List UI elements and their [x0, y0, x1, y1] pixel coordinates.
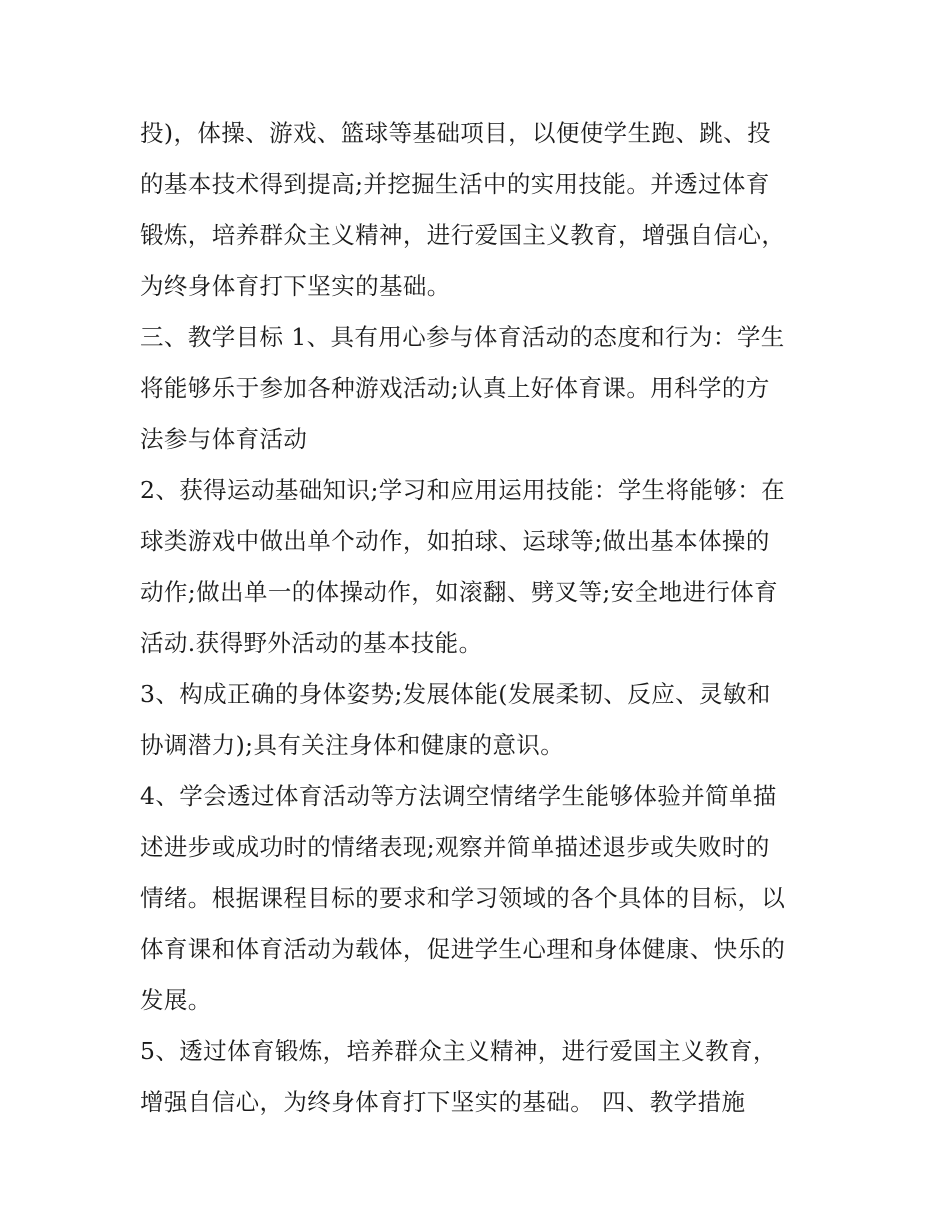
paragraph-goal-3 — [140, 669, 820, 771]
text-line: 的基本技术得到提高;并挖掘生活中的实用技能。并透过体育 — [140, 170, 770, 198]
text-line: 增强自信心，为终身体育打下坚实的基础。 四、教学措施 — [140, 1088, 746, 1116]
text-line: 为终身体育打下坚实的基础。 — [140, 272, 451, 300]
text-line: 2、获得运动基础知识;学习和应用运用技能：学生将能够：在 — [140, 476, 786, 504]
text-line: 法参与体育活动 — [140, 425, 308, 453]
paragraph-sports-foundation — [140, 108, 820, 312]
paragraph-goal-5 — [140, 1026, 820, 1128]
text-line: 动作;做出单一的体操动作，如滚翻、劈叉等;安全地进行体育 — [140, 578, 779, 606]
text-line: 投)，体操、游戏、篮球等基础项目，以便使学生跑、跳、投 — [140, 119, 771, 147]
text-line: 情绪。根据课程目标的要求和学习领域的各个具体的目标，以 — [140, 884, 786, 912]
text-line: 协调潜力);具有关注身体和健康的意识。 — [140, 731, 565, 759]
text-line: 4、学会透过体育活动等方法调空情绪学生能够体验并简单描 — [140, 782, 777, 810]
text-line: 球类游戏中做出单个动作，如拍球、运球等;做出基本体操的 — [140, 527, 770, 555]
text-line: 体育课和体育活动为载体，促进学生心理和身体健康、快乐的 — [140, 935, 786, 963]
paragraph-goal-4 — [140, 771, 820, 1026]
text-line: 三、教学目标 1、具有用心参与体育活动的态度和行为：学生 — [140, 323, 785, 351]
text-line: 锻炼，培养群众主义精神，进行爱国主义教育，增强自信心， — [140, 221, 786, 249]
document-body — [140, 108, 820, 1128]
text-line: 将能够乐于参加各种游戏活动;认真上好体育课。用科学的方 — [140, 374, 770, 402]
text-line: 活动.获得野外活动的基本技能。 — [140, 629, 483, 657]
text-line: 发展。 — [140, 986, 212, 1014]
paragraph-goal-2 — [140, 465, 820, 669]
text-line: 述进步或成功时的情绪表现;观察并简单描述退步或失败时的 — [140, 833, 770, 861]
paragraph-teaching-goals — [140, 312, 820, 465]
text-line: 3、构成正确的身体姿势;发展体能(发展柔韧、反应、灵敏和 — [140, 680, 771, 708]
text-line: 5、透过体育锻炼，培养群众主义精神，进行爱国主义教育， — [140, 1037, 777, 1065]
